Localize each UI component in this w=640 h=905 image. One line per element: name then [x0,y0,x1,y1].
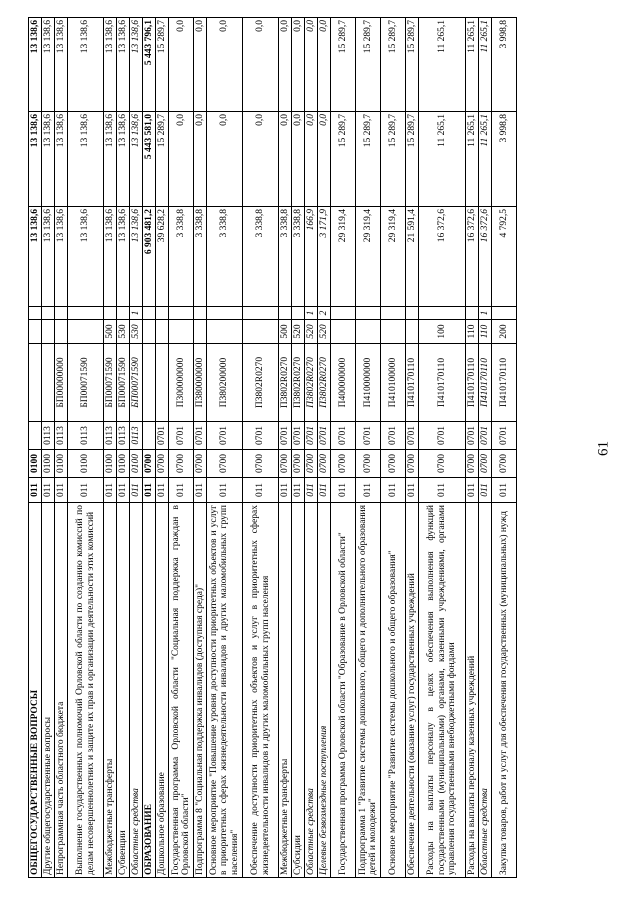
code-subsection: 0701 [169,422,194,450]
table-row [55,18,68,878]
table-row [419,18,466,878]
code-ministry: 011 [356,478,381,503]
amount-year-1: 29 319,4 [356,207,381,307]
code-subsection [29,422,42,450]
code-ministry: 011 [68,478,104,503]
code-subsection: 0113 [117,422,130,450]
code-subsection: 0701 [194,422,207,450]
amount-year-3: 15 289,7 [381,18,406,112]
amount-year-1: 4 792,5 [492,207,517,307]
amount-year-3: 0,0 [305,18,318,112]
table-row [117,18,130,878]
code-source [331,307,356,320]
row-name: Другие общегосударственные вопросы [42,503,55,878]
code-source [156,307,169,320]
code-expense-type [68,320,104,344]
table-row [243,18,279,878]
table-row [305,18,318,878]
row-name: Государственная программа Орловской области "Социальная поддержка граждан в Орловской области" [169,503,194,878]
row-name: Субсидии [292,503,305,878]
amount-year-2: 13 138,6 [55,112,68,207]
code-source [279,307,292,320]
amount-year-1: 3 338,8 [169,207,194,307]
amount-year-2: 0,0 [305,112,318,207]
code-expense-type: 500 [279,320,292,344]
code-ministry: 011 [318,478,331,503]
table-row [156,18,169,878]
row-name: Закупка товаров, работ и услуг для обеспечения государственных (муниципальных) нужд [492,503,517,878]
code-target-article: П3802R0270 [292,344,305,422]
row-name: Подпрограмма 1 "Развитие системы дошкольного, общего и дополнительного образования детей и молодежи" [356,503,381,878]
table-row [143,18,156,878]
code-ministry: 011 [29,478,42,503]
code-subsection: 0701 [156,422,169,450]
code-source: 1 [130,307,143,320]
amount-year-2: 15 289,7 [406,112,419,207]
code-target-article: П3802R0270 [243,344,279,422]
code-source [207,307,243,320]
code-expense-type [143,320,156,344]
code-target-article: П410100000 [381,344,406,422]
amount-year-1: 29 319,4 [381,207,406,307]
table-row [381,18,406,878]
amount-year-2: 3 998,8 [492,112,517,207]
code-ministry: 011 [117,478,130,503]
code-subsection: 0113 [55,422,68,450]
code-subsection: 0113 [68,422,104,450]
code-subsection: 0701 [479,422,492,450]
code-source [466,307,479,320]
code-target-article: П410170110 [406,344,419,422]
amount-year-1: 3 338,8 [194,207,207,307]
code-source [419,307,466,320]
table-row [331,18,356,878]
code-expense-type: 500 [104,320,117,344]
amount-year-3: 11 265,1 [419,18,466,112]
amount-year-3: 15 289,7 [356,18,381,112]
amount-year-3: 0,0 [243,18,279,112]
code-section: 0700 [492,450,517,478]
amount-year-1: 13 138,6 [29,207,42,307]
code-expense-type: 200 [492,320,517,344]
amount-year-1: 3 338,8 [292,207,305,307]
amount-year-3: 0,0 [318,18,331,112]
row-name: Обеспечение деятельности (оказание услуг) государственных учреждений [406,503,419,878]
code-subsection [143,422,156,450]
amount-year-1: 3 338,8 [207,207,243,307]
row-name: Областные средства [479,503,492,878]
amount-year-3: 0,0 [207,18,243,112]
code-target-article: П400000000 [331,344,356,422]
row-name: ОБРАЗОВАНИЕ [143,503,156,878]
code-expense-type [381,320,406,344]
amount-year-1: 13 138,6 [130,207,143,307]
code-section: 0700 [356,450,381,478]
row-name: Непрограммная часть областного бюджета [55,503,68,878]
code-source [117,307,130,320]
amount-year-3: 5 443 796,1 [143,18,156,112]
code-section: 0700 [194,450,207,478]
amount-year-2: 15 289,7 [331,112,356,207]
code-target-article: БП00071590 [117,344,130,422]
code-target-article: П3802R0270 [305,344,318,422]
amount-year-2: 15 289,7 [356,112,381,207]
table-row [466,18,479,878]
code-expense-type [156,320,169,344]
row-name: Обеспечение доступности приоритетных объектов и услуг в приоритетных сферах жизнедеятельности инвалидов и других маломобильных групп населения [243,503,279,878]
amount-year-2: 0,0 [207,112,243,207]
code-section: 0700 [207,450,243,478]
code-section: 0700 [143,450,156,478]
code-expense-type: 530 [117,320,130,344]
table-row [130,18,143,878]
code-expense-type [55,320,68,344]
amount-year-3: 13 138,6 [68,18,104,112]
code-ministry: 011 [42,478,55,503]
code-subsection: 0701 [406,422,419,450]
amount-year-2: 5 443 581,0 [143,112,156,207]
code-subsection: 0113 [42,422,55,450]
amount-year-1: 16 372,6 [419,207,466,307]
row-name: Основное мероприятие "Развитие системы дошкольного и общего образования" [381,503,406,878]
amount-year-2: 13 138,6 [68,112,104,207]
amount-year-3: 11 265,1 [479,18,492,112]
code-subsection: 0701 [381,422,406,450]
code-expense-type: 520 [318,320,331,344]
code-target-article: БП00000000 [55,344,68,422]
code-section: 0100 [117,450,130,478]
amount-year-2: 0,0 [169,112,194,207]
amount-year-1: 6 903 481,2 [143,207,156,307]
amount-year-3: 13 138,6 [117,18,130,112]
amount-year-1: 3 338,8 [279,207,292,307]
code-subsection: 0701 [492,422,517,450]
amount-year-1: 13 138,6 [117,207,130,307]
row-name: Областные средства [305,503,318,878]
amount-year-3: 0,0 [279,18,292,112]
code-source: 1 [305,307,318,320]
code-source [42,307,55,320]
code-ministry: 011 [381,478,406,503]
code-subsection: 0701 [279,422,292,450]
table-row [207,18,243,878]
rotated-page [28,18,588,878]
amount-year-3: 0,0 [292,18,305,112]
code-ministry: 011 [419,478,466,503]
amount-year-2: 15 289,7 [156,112,169,207]
code-source [292,307,305,320]
code-source [29,307,42,320]
table-row [318,18,331,878]
code-ministry: 011 [305,478,318,503]
code-section: 0700 [292,450,305,478]
code-expense-type [169,320,194,344]
code-section: 0700 [305,450,318,478]
amount-year-1: 13 138,6 [42,207,55,307]
amount-year-2: 15 289,7 [381,112,406,207]
row-name: Субвенции [117,503,130,878]
code-section: 0100 [42,450,55,478]
code-section: 0700 [279,450,292,478]
row-name: Областные средства [130,503,143,878]
row-name: Основное мероприятие "Повышение уровня доступности приоритетных объектов и услуг в приоритетных сферах жизнедеятельности инвалидов и других маломобильных групп населения" [207,503,243,878]
code-target-article: БП00071590 [104,344,117,422]
table-row [479,18,492,878]
amount-year-1: 39 628,2 [156,207,169,307]
code-ministry: 011 [55,478,68,503]
code-ministry: 011 [243,478,279,503]
code-expense-type: 110 [466,320,479,344]
code-expense-type [356,320,381,344]
amount-year-1: 16 372,6 [466,207,479,307]
amount-year-1: 13 138,6 [104,207,117,307]
code-target-article: П410170110 [466,344,479,422]
table-row [68,18,104,878]
code-target-article [29,344,42,422]
code-subsection: 0701 [318,422,331,450]
code-expense-type [331,320,356,344]
code-source [143,307,156,320]
code-source [406,307,419,320]
code-ministry: 011 [479,478,492,503]
code-target-article: П410000000 [356,344,381,422]
code-target-article: П410170110 [479,344,492,422]
table-row [406,18,419,878]
code-target-article [156,344,169,422]
code-expense-type: 520 [292,320,305,344]
code-section: 0700 [243,450,279,478]
code-subsection: 0701 [356,422,381,450]
code-target-article [143,344,156,422]
code-ministry: 011 [492,478,517,503]
code-section: 0100 [130,450,143,478]
code-expense-type: 520 [305,320,318,344]
code-section: 0700 [466,450,479,478]
amount-year-2: 13 138,6 [130,112,143,207]
code-section: 0100 [104,450,117,478]
amount-year-1: 29 319,4 [331,207,356,307]
code-ministry: 011 [143,478,156,503]
amount-year-2: 13 138,6 [104,112,117,207]
code-subsection: 0113 [130,422,143,450]
code-source [194,307,207,320]
code-section: 0100 [68,450,104,478]
code-section: 0700 [479,450,492,478]
amount-year-2: 13 138,6 [29,112,42,207]
row-name: Дошкольное образование [156,503,169,878]
table-row [194,18,207,878]
code-section: 0700 [406,450,419,478]
code-source: 2 [318,307,331,320]
amount-year-2: 0,0 [243,112,279,207]
amount-year-3: 13 138,6 [55,18,68,112]
code-ministry: 011 [104,478,117,503]
code-target-article: П410170110 [419,344,466,422]
code-subsection: 0701 [243,422,279,450]
row-name: Государственная программа Орловской области "Образование в Орловской области" [331,503,356,878]
amount-year-1: 166,9 [305,207,318,307]
amount-year-2: 0,0 [279,112,292,207]
code-subsection: 0701 [331,422,356,450]
row-name: Расходы на выплаты персоналу казенных учреждений [466,503,479,878]
code-ministry: 011 [279,478,292,503]
amount-year-1: 16 372,6 [479,207,492,307]
amount-year-3: 15 289,7 [406,18,419,112]
code-source [381,307,406,320]
amount-year-1: 21 591,4 [406,207,419,307]
code-ministry: 011 [169,478,194,503]
amount-year-2: 11 265,1 [419,112,466,207]
page-number: 61 [595,441,612,456]
code-source [243,307,279,320]
code-subsection: 0701 [207,422,243,450]
code-section: 0700 [156,450,169,478]
row-name: Межбюджетные трансферты [104,503,117,878]
amount-year-2: 0,0 [292,112,305,207]
code-section: 0100 [55,450,68,478]
code-expense-type [207,320,243,344]
code-target-article: БП00071590 [68,344,104,422]
amount-year-2: 11 265,1 [466,112,479,207]
table-row [279,18,292,878]
row-name: ОБЩЕГОСУДАРСТВЕННЫЕ ВОПРОСЫ [29,503,42,878]
amount-year-2: 13 138,6 [42,112,55,207]
code-ministry: 011 [406,478,419,503]
row-name: Расходы на выплаты персоналу в целях обеспечения выполнения функций государственными (муниципальными) органами, казенными учреждениями, органами управления государственными внебюджетными фондами [419,503,466,878]
code-target-article: П3802R0270 [318,344,331,422]
code-section: 0700 [169,450,194,478]
code-expense-type: 110 [479,320,492,344]
code-source [104,307,117,320]
code-target-article: П3802R0270 [279,344,292,422]
code-expense-type: 100 [419,320,466,344]
code-ministry: 011 [331,478,356,503]
amount-year-3: 0,0 [169,18,194,112]
code-expense-type [42,320,55,344]
code-ministry: 011 [194,478,207,503]
code-ministry: 011 [156,478,169,503]
table-row [292,18,305,878]
table-row [169,18,194,878]
code-ministry: 011 [292,478,305,503]
row-name: Выполнение государственных полномочий Орловской области по созданию комиссий по делам несовершеннолетних и защите их прав и организации деятельности этих комиссий [68,503,104,878]
amount-year-2: 0,0 [318,112,331,207]
amount-year-2: 0,0 [194,112,207,207]
code-subsection: 0701 [466,422,479,450]
table-row [29,18,42,878]
code-expense-type [406,320,419,344]
code-section: 0100 [29,450,42,478]
budget-table [28,17,517,878]
amount-year-3: 11 265,1 [466,18,479,112]
code-target-article: П300000000 [169,344,194,422]
code-subsection: 0113 [104,422,117,450]
code-source [68,307,104,320]
code-source [55,307,68,320]
code-target-article [42,344,55,422]
code-target-article: БП00071590 [130,344,143,422]
code-source [492,307,517,320]
table-row [104,18,117,878]
code-subsection: 0701 [305,422,318,450]
code-target-article: П380000000 [194,344,207,422]
amount-year-1: 13 138,6 [68,207,104,307]
amount-year-3: 13 138,6 [42,18,55,112]
code-section: 0700 [318,450,331,478]
amount-year-2: 11 265,1 [479,112,492,207]
amount-year-3: 13 138,6 [130,18,143,112]
code-expense-type [243,320,279,344]
amount-year-1: 13 138,6 [55,207,68,307]
row-name: Подпрограмма 8 "Социальная поддержка инвалидов (доступная среда)" [194,503,207,878]
code-ministry: 011 [466,478,479,503]
table-row [42,18,55,878]
row-name: Целевые безвозмездные поступления [318,503,331,878]
code-expense-type [194,320,207,344]
amount-year-3: 15 289,7 [156,18,169,112]
table-body [29,18,517,878]
amount-year-2: 13 138,6 [117,112,130,207]
code-source [169,307,194,320]
code-section: 0700 [419,450,466,478]
code-subsection: 0701 [292,422,305,450]
amount-year-3: 13 138,6 [104,18,117,112]
amount-year-1: 3 171,9 [318,207,331,307]
code-target-article: П410170110 [492,344,517,422]
amount-year-3: 15 289,7 [331,18,356,112]
code-section: 0700 [381,450,406,478]
table-row [356,18,381,878]
code-source: 1 [479,307,492,320]
code-target-article: П380200000 [207,344,243,422]
row-name: Межбюджетные трансферты [279,503,292,878]
amount-year-3: 0,0 [194,18,207,112]
code-expense-type [29,320,42,344]
code-section: 0700 [331,450,356,478]
amount-year-3: 13 138,6 [29,18,42,112]
code-subsection: 0701 [419,422,466,450]
amount-year-1: 3 338,8 [243,207,279,307]
table-row [492,18,517,878]
amount-year-3: 3 998,8 [492,18,517,112]
code-expense-type: 530 [130,320,143,344]
code-ministry: 011 [207,478,243,503]
code-ministry: 011 [130,478,143,503]
code-source [356,307,381,320]
